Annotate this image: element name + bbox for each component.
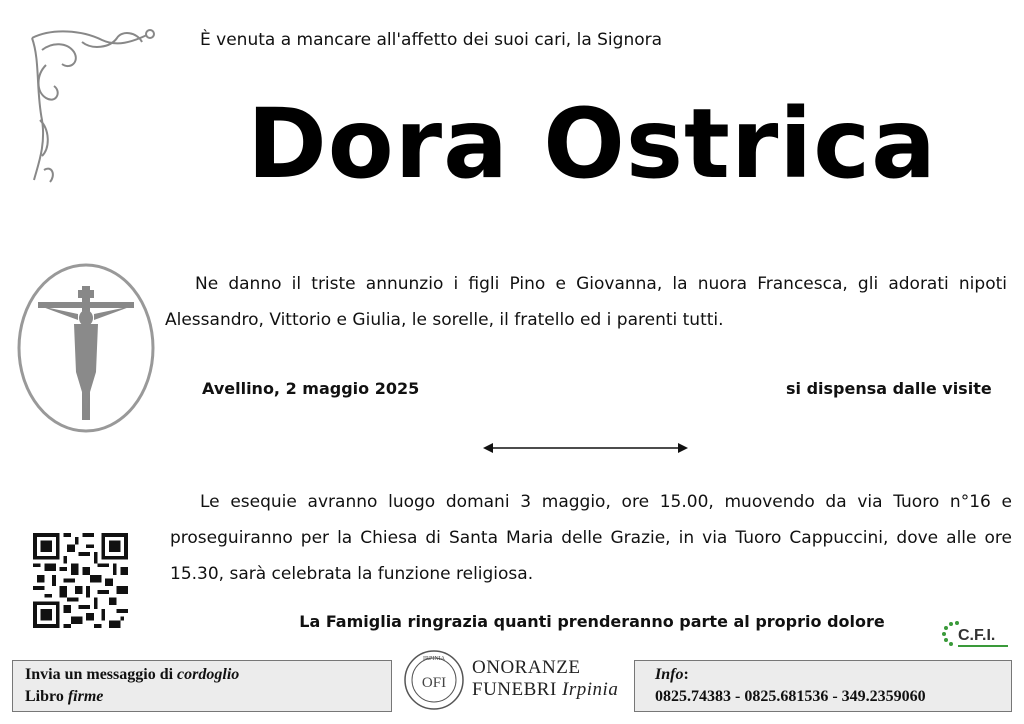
guestbook-link[interactable]: Libro firme [25,688,104,705]
info-box: Info: 0825.74383 - 0825.681536 - 349.2359060 [634,660,1012,712]
announcement-paragraph: Ne danno il triste annunzio i figli Pino e Giovanna, la nuora Francesca, gli adorati nipoti Alessandro, Vittorio e Giulia, le sorelle, il fratello ed i parenti tutti. [165,274,1007,330]
condolence-message-link[interactable]: Invia un messaggio di cordoglio [25,666,240,683]
deceased-name: Dora Ostrica [247,88,937,200]
info-phones[interactable]: 0825.74383 - 0825.681536 - 349.2359060 [655,688,926,705]
cfi-logo-icon [940,618,1010,652]
svg-text:IRPINIA: IRPINIA [423,656,445,662]
svg-text:OFI: OFI [421,675,447,691]
crucifix-icon [16,262,156,434]
ofi-logo-icon [403,649,465,711]
funeral-info-paragraph: Le esequie avranno luogo domani 3 maggio, ore 15.00, muovendo da via Tuoro n°16 e proseguiranno per la Chiesa di Santa Maria delle Grazie, in via Tuoro Cappuccini, dove alle ore 15.30, sarà celebrata la funzione religiosa. [170,492,1012,584]
place-date: Avellino, 2 maggio 2025 [202,379,420,398]
brand-name: ONORANZE FUNEBRI Irpinia [472,657,619,700]
double-arrow-icon [483,440,688,456]
condolence-box[interactable] [12,660,392,712]
cfi-logo-text: C.F.I. [958,627,996,644]
info-label: Info [655,666,684,683]
thanks-text: La Famiglia ringrazia quanti prenderanno parte al proprio dolore [299,612,885,631]
visits-note: si dispensa dalle visite [786,379,992,398]
intro-text: È venuta a mancare all'affetto dei suoi cari, la Signora [200,30,663,50]
